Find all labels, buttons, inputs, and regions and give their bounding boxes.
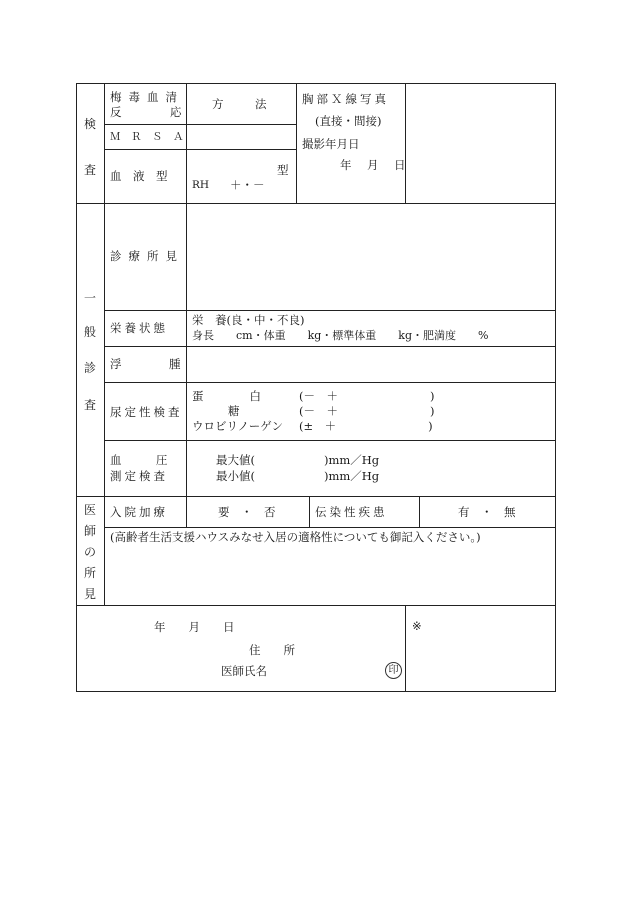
rh-label: RH [192,179,210,191]
address-label: 住 所 [249,643,295,657]
section-line-doctor-footer [76,605,556,606]
nutrition-line2: 身長 cm・体重 kg・標準体重 kg・肥満度 % [192,329,489,342]
footer-remark-divider [405,605,406,692]
remark-mark: ※ [412,619,422,633]
urine-protein: 蛋 白 [192,389,261,403]
seal-mark: 印 [385,662,402,679]
urine-sugar-range: (－ ＋ ) [299,404,435,418]
infectious-options: 有 ・ 無 [458,505,516,519]
urine-urobilinogen-range: (± ＋ ) [299,419,433,433]
xray-sub: (直接・間接) [315,114,382,128]
border-right [555,83,556,692]
infectious-divider-1 [309,496,310,528]
doctor-note: (高齢者生活支援ハウスみなせ入居の適格性についても御記入ください。) [110,530,481,544]
nutrition-line1: 栄 養(良・中・不良) [192,313,305,327]
section-label-doctor [81,496,99,606]
method-label: 方 法 [212,97,277,111]
section-label-exam-char-2: 査 [83,163,96,177]
general-row-line-4 [104,440,556,441]
section-line-general-doctor [76,496,556,497]
infectious-divider-2 [419,496,420,528]
section-label-doctor-char-5: 見 [83,587,96,601]
certificate-date: 年 月 日 [154,620,235,634]
edema-label-a: 浮 [110,357,122,371]
hospitalization-label: 入院加療 [110,505,168,519]
section-label-general-char-2: 般 [83,325,96,339]
section-label-general-char-4: 査 [83,398,96,412]
general-row-line-2 [104,346,556,347]
border-left [76,83,77,692]
exam-row-line-2 [104,149,296,150]
item-label-divider [186,83,187,528]
section-label-general-char-3: 診 [83,361,96,375]
syphilis-label-line2b: 応 [170,105,182,119]
blood-type-label: 血 液 型 [110,169,168,183]
urine-sugar: 糖 [228,404,240,418]
urine-label: 尿定性検査 [110,405,183,419]
findings-label: 診療所見 [110,249,184,263]
section-label-exam [81,83,99,204]
section-label-doctor-char-3: の [83,545,96,559]
bp-max: 最大値( )mm／Hg [216,453,380,467]
bp-label-1: 血 圧 [110,453,168,467]
syphilis-label-line2a: 反 [110,105,122,119]
infectious-label: 伝染性疾患 [315,505,388,519]
exam-method-divider [296,83,297,204]
section-label-general-char-1: 一 [83,291,96,305]
xray-title: 胸部Ｘ線写真 [302,92,389,106]
exam-row-line-1 [104,124,296,125]
section-label-general [81,203,99,497]
hospitalization-options: 要 ・ 否 [218,505,276,519]
doctor-row-line [104,527,556,528]
doctor-name-label: 医師氏名 [221,664,267,678]
bp-min: 最小値( )mm／Hg [216,469,380,483]
section-label-doctor-char-2: 師 [83,524,96,538]
section-label-doctor-char-1: 医 [83,503,96,517]
urine-urobilinogen: ウロビリノーゲン [192,419,283,433]
urine-protein-range: (－ ＋ ) [299,389,435,403]
xray-date-label: 撮影年月日 [302,137,360,151]
mrsa-label: Ｍ Ｒ Ｓ Ａ [110,131,184,143]
edema-label-b: 腫 [169,357,181,371]
xray-date-value: 年 月 日 [340,158,408,172]
nutrition-label: 栄養状態 [110,321,168,335]
section-label-exam-char-1: 検 [83,117,96,131]
section-line-exam-general [76,203,556,204]
border-top [76,83,556,84]
xray-divider [405,83,406,204]
bp-label-2: 測定検査 [110,469,168,483]
rh-options: ＋・－ [230,178,265,192]
section-label-divider [104,83,105,606]
section-label-doctor-char-4: 所 [83,566,96,580]
general-row-line-1 [104,310,556,311]
general-row-line-3 [104,382,556,383]
syphilis-label-line1: 梅毒血清 [110,90,184,104]
border-bottom [76,691,556,692]
blood-type-unit: 型 [277,163,289,177]
